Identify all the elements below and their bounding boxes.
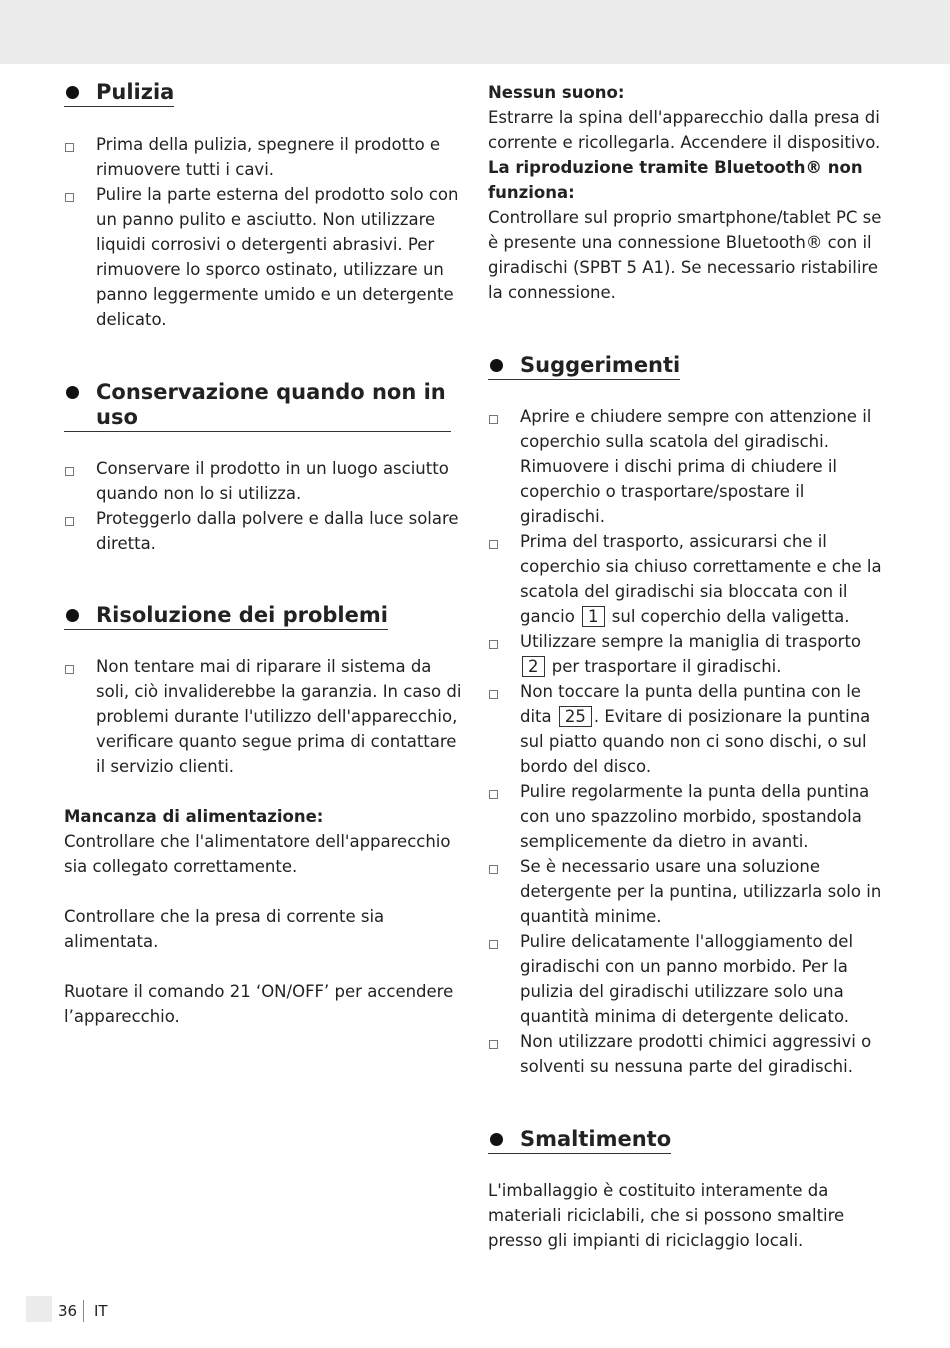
- square-bullet-icon: [489, 540, 498, 549]
- bluetooth-title: La riproduzione tramite Bluetooth® non funziona:: [488, 158, 863, 202]
- heading-text: Risoluzione dei problemi: [96, 603, 388, 627]
- list-item: [488, 629, 888, 679]
- reference-number: 25: [559, 706, 592, 727]
- power-paragraph-2: Controllare che la presa di corrente sia alimentata.: [64, 907, 385, 951]
- square-bullet-icon: [489, 940, 498, 949]
- square-bullet-icon: [65, 193, 74, 202]
- bullet-dot-icon: [66, 386, 79, 399]
- list-item-text: Prima della pulizia, spegnere il prodotto e rimuovere tutti i cavi.: [96, 135, 441, 179]
- pulizia-list: [64, 132, 464, 332]
- list-item-text: Non utilizzare prodotti chimici aggressivi o solventi su nessuna parte del giradischi.: [520, 1032, 872, 1076]
- bluetooth-text: Controllare sul proprio smartphone/tablet PC se è presente una connessione Bluetooth® con il giradischi (SPBT 5 A1). Se necessario ristabilire la connessione.: [488, 208, 882, 302]
- list-item: [488, 529, 888, 629]
- list-item: [64, 456, 464, 506]
- list-item-text: Se è necessario usare una soluzione detergente per la puntina, utilizzarla solo in quantità minime.: [520, 857, 882, 926]
- heading-suggerimenti: [488, 353, 680, 380]
- list-item: [488, 929, 888, 1029]
- square-bullet-icon: [65, 665, 74, 674]
- heading-conservazione: [64, 380, 451, 432]
- bullet-dot-icon: [66, 609, 79, 622]
- square-bullet-icon: [65, 143, 74, 152]
- list-item: [488, 854, 888, 929]
- bullet-dot-icon: [66, 86, 79, 99]
- list-item: [64, 506, 464, 556]
- list-item-text: sul coperchio della valigetta.: [611, 607, 850, 626]
- list-item-text: per trasportare il giradischi.: [551, 657, 782, 676]
- list-item: [64, 654, 464, 779]
- heading-text: Smaltimento: [520, 1127, 672, 1151]
- footer-marker: [26, 1296, 52, 1322]
- power-paragraph-3: Ruotare il comando 21 ‘ON/OFF’ per accendere l’apparecchio.: [64, 982, 454, 1026]
- square-bullet-icon: [65, 467, 74, 476]
- heading-smaltimento: [488, 1127, 671, 1154]
- list-item-text: Utilizzare sempre la maniglia di trasporto: [520, 632, 862, 651]
- list-item: [64, 182, 464, 332]
- list-item-text: . Evitare di posizionare la puntina sul piatto quando non ci sono dischi, o sul bordo del disco.: [520, 707, 871, 776]
- list-item-text: Pulire delicatamente l'alloggiamento del giradischi con un panno morbido. Per la pulizia del giradischi utilizzare solo una quantità minima di detergente delicato.: [520, 932, 854, 1026]
- list-item-text: Proteggerlo dalla polvere e dalla luce solare diretta.: [96, 509, 459, 553]
- reference-number: 1: [582, 606, 605, 627]
- square-bullet-icon: [489, 415, 498, 424]
- list-item-text: Aprire e chiudere sempre con attenzione il coperchio sulla scatola del giradischi. Rimuovere i dischi prima di chiudere il coperchio o trasportare/spostare il giradischi.: [520, 407, 872, 526]
- heading-risoluzione: [64, 603, 388, 630]
- list-item: [488, 779, 888, 854]
- list-item-text: Non tentare mai di riparare il sistema da soli, ciò invaliderebbe la garanzia. In caso di problemi durante l'utilizzo dell'apparecchio, verificare quanto segue prima di contattare il servizio clienti.: [96, 657, 462, 776]
- bullet-dot-icon: [490, 359, 503, 372]
- conservazione-list: [64, 456, 464, 556]
- bullet-dot-icon: [490, 1133, 503, 1146]
- left-column: [64, 80, 464, 1029]
- square-bullet-icon: [489, 790, 498, 799]
- top-bar: [0, 0, 950, 64]
- risoluzione-list: [64, 654, 464, 779]
- list-item: [488, 404, 888, 529]
- list-item-text: Pulire regolarmente la punta della puntina con uno spazzolino morbido, spostandola semplicemente da dietro in avanti.: [520, 782, 870, 851]
- language-code: IT: [94, 1302, 108, 1320]
- square-bullet-icon: [489, 640, 498, 649]
- power-paragraph-1: Controllare che l'alimentatore dell'apparecchio sia collegato correttamente.: [64, 832, 451, 876]
- suggerimenti-list: [488, 404, 888, 1079]
- square-bullet-icon: [489, 865, 498, 874]
- square-bullet-icon: [65, 517, 74, 526]
- list-item: [488, 679, 888, 779]
- no-sound-text: Estrarre la spina dell'apparecchio dalla presa di corrente e ricollegarla. Accendere il dispositivo.: [488, 108, 881, 152]
- no-sound-title: Nessun suono:: [488, 83, 625, 102]
- list-item-text: Prima del trasporto, assicurarsi che il coperchio sia chiuso correttamente e che la scatola del giradischi sia bloccata con il gancio: [520, 532, 882, 626]
- smaltimento-text: L'imballaggio è costituito interamente da materiali riciclabili, che si possono smaltire presso gli impianti di riciclaggio locali.: [488, 1181, 845, 1250]
- heading-text: Pulizia: [96, 80, 175, 104]
- list-item-text: Non toccare la punta della puntina con le dita: [520, 682, 861, 726]
- reference-number: 2: [522, 656, 545, 677]
- square-bullet-icon: [489, 690, 498, 699]
- heading-pulizia: [64, 80, 174, 107]
- list-item-text: Pulire la parte esterna del prodotto solo con un panno pulito e asciutto. Non utilizzare liquidi corrosivi o detergenti abrasivi. Per rimuovere lo sporco ostinato, utilizzare un panno leggermente umido e un detergente delicato.: [96, 185, 459, 329]
- square-bullet-icon: [489, 1040, 498, 1049]
- right-column: [488, 80, 888, 1253]
- list-item-text: Conservare il prodotto in un luogo asciutto quando non lo si utilizza.: [96, 459, 449, 503]
- power-title: Mancanza di alimentazione:: [64, 807, 324, 826]
- list-item: [64, 132, 464, 182]
- heading-text: Suggerimenti: [520, 353, 681, 377]
- page-number: 36: [58, 1300, 84, 1322]
- heading-text: Conservazione quando non in uso: [96, 380, 446, 429]
- list-item: [488, 1029, 888, 1079]
